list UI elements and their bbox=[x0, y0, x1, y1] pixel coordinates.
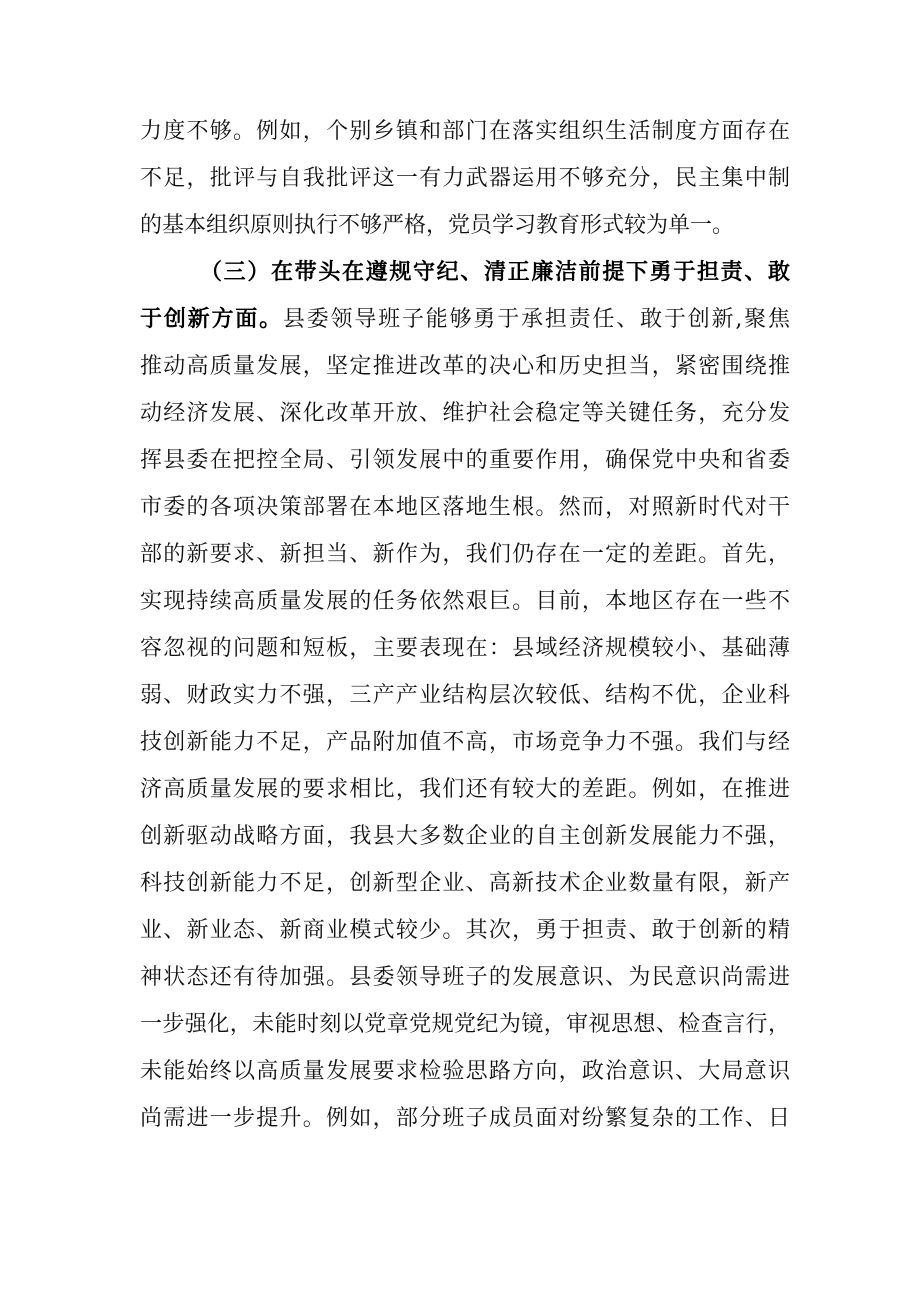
text-line: 的基本组织原则执行不够严格，党员学习教育形式较为单一。 bbox=[140, 213, 735, 238]
text-line: 挥县委在把控全局、引领发展中的重要作用，确保党中央和省委 bbox=[140, 448, 790, 473]
text-line: 济高质量发展的要求相比，我们还有较大的差距。例如，在推进 bbox=[140, 777, 790, 802]
text-line: 实现持续高质量发展的任务依然艰巨。目前，本地区存在一些不 bbox=[140, 589, 790, 614]
text-line: 尚需进一步提升。例如，部分班子成员面对纷繁复杂的工作、日 bbox=[140, 1106, 790, 1131]
text-line: 神状态还有待加强。县委领导班子的发展意识、为民意识尚需进 bbox=[140, 965, 790, 990]
text-line: 弱、财政实力不强，三产产业结构层次较低、结构不优，企业科 bbox=[140, 683, 790, 708]
text-line: 力度不够。例如，个别乡镇和部门在落实组织生活制度方面存在 bbox=[140, 119, 790, 144]
text-line: 技创新能力不足，产品附加值不高，市场竞争力不强。我们与经 bbox=[140, 730, 790, 755]
text-line: 不足，批评与自我批评这一有力武器运用不够充分，民主集中制 bbox=[140, 166, 790, 191]
text-line: 未能始终以高质量发展要求检验思路方向，政治意识、大局意识 bbox=[140, 1059, 790, 1084]
section-heading: （三）在带头在遵规守纪、清正廉洁前提下勇于担责、敢 bbox=[200, 259, 790, 285]
text-line: 市委的各项决策部署在本地区落地生根。然而，对照新时代对干 bbox=[140, 495, 790, 520]
text-line: 创新驱动战略方面，我县大多数企业的自主创新发展能力不强， bbox=[140, 824, 790, 849]
text-line: 科技创新能力不足，创新型企业、高新技术企业数量有限，新产 bbox=[140, 871, 790, 896]
text-line: 动经济发展、深化改革开放、维护社会稳定等关键任务，充分发 bbox=[140, 401, 790, 426]
text-line: 一步强化，未能时刻以党章党规党纪为镜，审视思想、检查言行， bbox=[140, 1012, 790, 1037]
section-heading-end: 于创新方面。 bbox=[140, 306, 283, 332]
text-line: 业、新业态、新商业模式较少。其次，勇于担责、敢于创新的精 bbox=[140, 918, 790, 943]
text-line: 容忽视的问题和短板，主要表现在：县域经济规模较小、基础薄 bbox=[140, 636, 790, 661]
text-line bbox=[140, 296, 790, 343]
text-line: 推动高质量发展，坚定推进改革的决心和历史担当，紧密围绕推 bbox=[140, 354, 790, 379]
document-body bbox=[140, 108, 790, 1142]
text-line-rest: 县委领导班子能够勇于承担责任、敢于创新,聚焦 bbox=[282, 307, 790, 332]
text-line: 部的新要求、新担当、新作为，我们仍存在一定的差距。首先， bbox=[140, 542, 790, 567]
